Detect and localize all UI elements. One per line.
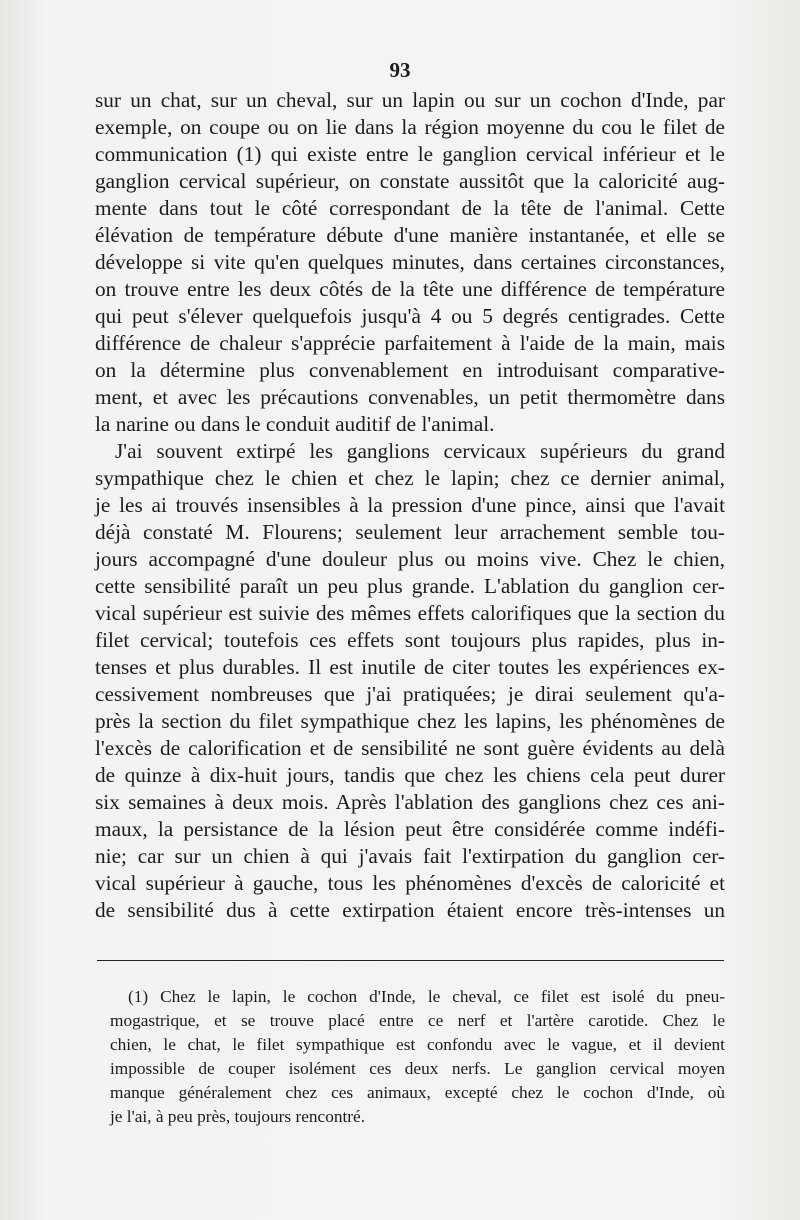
- text-line: sympathique chez le chien et chez le lapin; chez ce dernier animal,: [95, 466, 725, 490]
- text-line: de quinze à dix-huit jours, tandis que chez les chiens cela peut durer: [95, 763, 725, 787]
- footnote-line: je l'ai, à peu près, toujours rencontré.: [110, 1107, 366, 1126]
- text-line: on trouve entre les deux côtés de la tête une différence de température: [95, 277, 725, 301]
- text-line: ment, et avec les précautions convenables, un petit thermomètre dans: [95, 385, 725, 409]
- paragraph-1: [95, 87, 725, 438]
- text-line: on la détermine plus convenablement en introduisant comparative-: [95, 358, 725, 382]
- text-line: sur un chat, sur un cheval, sur un lapin ou sur un cochon d'Inde, par: [95, 88, 725, 112]
- body-text: [95, 87, 725, 924]
- text-line: près la section du filet sympathique chez les lapins, les phénomènes de: [95, 709, 725, 733]
- text-line: vical supérieur à gauche, tous les phénomènes d'excès de caloricité et: [95, 871, 725, 895]
- text-line: déjà constaté M. Flourens; seulement leur arrachement semble tou-: [95, 520, 725, 544]
- paragraph-2: [95, 438, 725, 924]
- text-line: six semaines à deux mois. Après l'ablation des ganglions chez ces ani-: [95, 790, 725, 814]
- text-line: la narine ou dans le conduit auditif de l'animal.: [95, 412, 495, 436]
- text-line: exemple, on coupe ou on lie dans la région moyenne du cou le filet de: [95, 115, 725, 139]
- text-line: qui peut s'élever quelquefois jusqu'à 4 ou 5 degrés centigrades. Cette: [95, 304, 725, 328]
- text-line: nie; car sur un chien à qui j'avais fait l'extirpation du ganglion cer-: [95, 844, 725, 868]
- footnote-line: (1) Chez le lapin, le cochon d'Inde, le cheval, ce filet est isolé du pneu-: [128, 987, 725, 1006]
- text-line: je les ai trouvés insensibles à la pression d'une pince, ainsi que l'avait: [95, 493, 725, 517]
- page-number: 93: [389, 58, 411, 82]
- text-line: maux, la persistance de la lésion peut être considérée comme indéfi-: [95, 817, 725, 841]
- text-line: cette sensibilité paraît un peu plus grande. L'ablation du ganglion cer-: [95, 574, 725, 598]
- text-line: mente dans tout le côté correspondant de la tête de l'animal. Cette: [95, 196, 725, 220]
- text-line: élévation de température débute d'une manière instantanée, et elle se: [95, 223, 725, 247]
- text-line: J'ai souvent extirpé les ganglions cervicaux supérieurs du grand: [115, 439, 725, 463]
- text-line: ganglion cervical supérieur, on constate aussitôt que la caloricité aug-: [95, 169, 725, 193]
- text-line: l'excès de calorification et de sensibilité ne sont guère évidents au delà: [95, 736, 725, 760]
- footnote: [110, 985, 725, 1129]
- footnote-line: mogastrique, et se trouve placé entre ce nerf et l'artère carotide. Chez le: [110, 1011, 725, 1030]
- footnote-divider: [97, 960, 724, 961]
- text-line: communication (1) qui existe entre le ganglion cervical inférieur et le: [95, 142, 725, 166]
- text-line: tenses et plus durables. Il est inutile de citer toutes les expériences ex-: [95, 655, 725, 679]
- footnote-line: chien, le chat, le filet sympathique est confondu avec le vague, et il devient: [110, 1035, 725, 1054]
- text-line: cessivement nombreuses que j'ai pratiquées; je dirai seulement qu'a-: [95, 682, 725, 706]
- footnote-line: impossible de couper isolément ces deux nerfs. Le ganglion cervical moyen: [110, 1059, 725, 1078]
- footnote-line: manque généralement chez ces animaux, excepté chez le cochon d'Inde, où: [110, 1083, 725, 1102]
- text-line: différence de chaleur s'apprécie parfaitement à l'aide de la main, mais: [95, 331, 725, 355]
- text-line: jours accompagné d'une douleur plus ou moins vive. Chez le chien,: [95, 547, 725, 571]
- text-line: vical supérieur est suivie des mêmes effets calorifiques que la section du: [95, 601, 725, 625]
- text-line: de sensibilité dus à cette extirpation étaient encore très-intenses un: [95, 898, 725, 922]
- text-line: développe si vite qu'en quelques minutes, dans certaines circonstances,: [95, 250, 725, 274]
- text-line: filet cervical; toutefois ces effets sont toujours plus rapides, plus in-: [95, 628, 725, 652]
